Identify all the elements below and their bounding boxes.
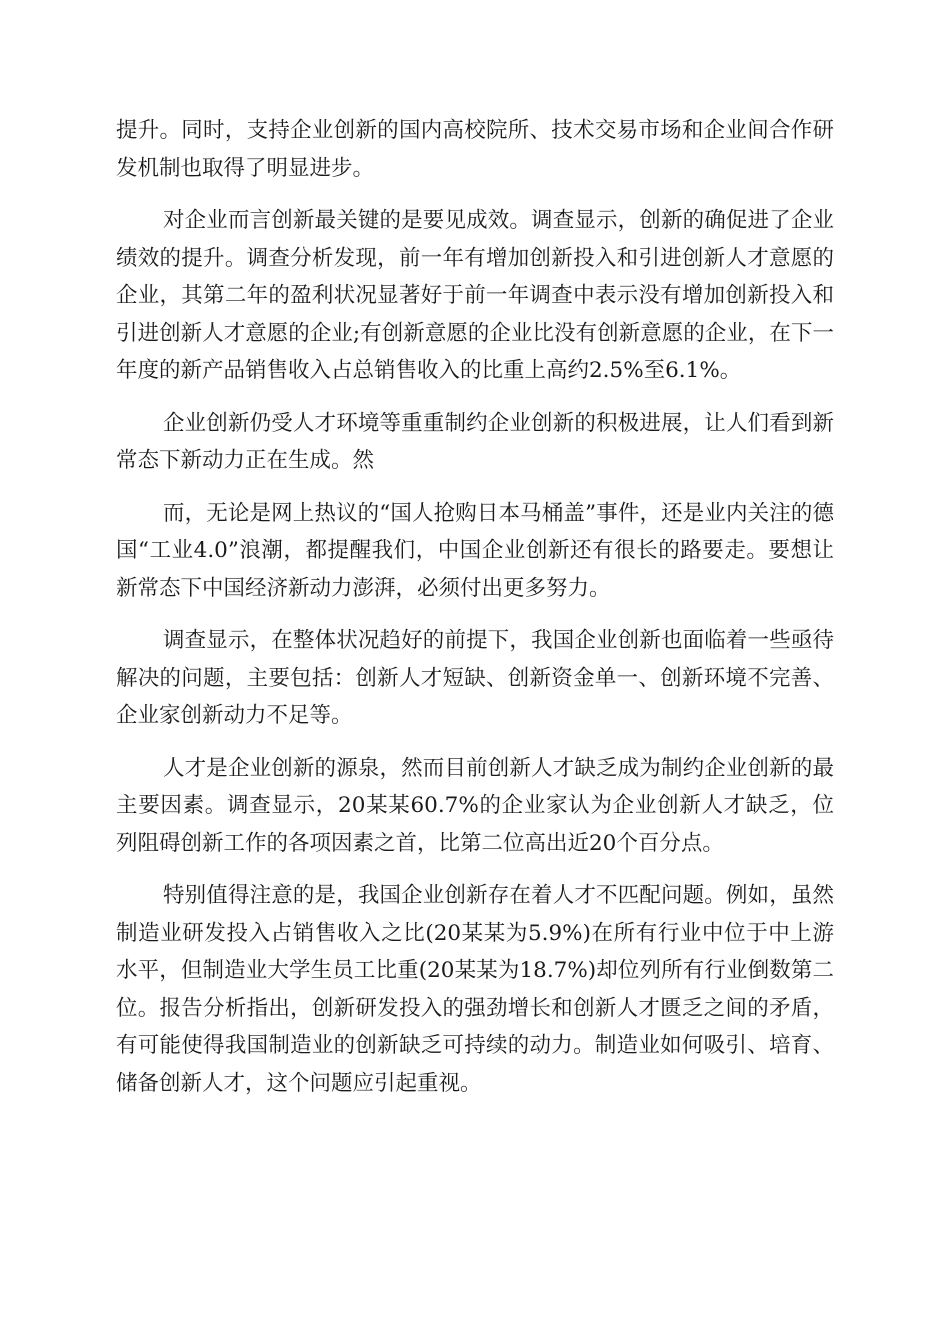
paragraph-long-road: 而，无论是网上热议的“国人抢购日本马桶盖”事件，还是业内关注的德国“工业4.0”浪潮，都提醒我们，中国企业创新还有很长的路要走。要想让新常态下中国经济新动力澎湃，必须付出更多努力。: [116, 500, 834, 601]
paragraph-talent-constraints: 企业创新仍受人才环境等重重制约企业创新的积极进展，让人们看到新常态下新动力正在生成。然: [116, 410, 834, 473]
paragraph-continuation: 提升。同时，支持企业创新的国内高校院所、技术交易市场和企业间合作研发机制也取得了明显进步。: [116, 118, 834, 181]
document-body: [116, 112, 834, 1117]
paragraph-talent-mismatch: 特别值得注意的是，我国企业创新存在着人才不匹配问题。例如，虽然制造业研发投入占销售收入之比(20某某为5.9%)在所有行业中位于中上游水平，但制造业大学生员工比重(20某某为18.7%)却位列所有行业倒数第二位。报告分析指出，创新研发投入的强劲增长和创新人才匮乏之间的矛盾，有可能使得我国制造业的创新缺乏可持续的动力。制造业如何吸引、培育、储备创新人才，这个问题应引起重视。: [116, 883, 834, 1096]
paragraph-problems: 调查显示，在整体状况趋好的前提下，我国企业创新也面临着一些亟待解决的问题，主要包括：创新人才短缺、创新资金单一、创新环境不完善、企业家创新动力不足等。: [116, 628, 834, 728]
paragraph-innovation-effect: 对企业而言创新最关键的是要见成效。调查显示，创新的确促进了企业绩效的提升。调查分析发现，前一年有增加创新投入和引进创新人才意愿的企业，其第二年的盈利状况显著好于前一年调查中表示没有增加创新投入和引进创新人才意愿的企业;有创新意愿的企业比没有创新意愿的企业，在下一年度的新产品销售收入占总销售收入的比重上高约2.5%至6.1%。: [116, 208, 834, 383]
paragraph-talent-source: 人才是企业创新的源泉，然而目前创新人才缺乏成为制约企业创新的最主要因素。调查显示，20某某60.7%的企业家认为企业创新人才缺乏，位列阻碍创新工作的各项因素之首，比第二位高出近20个百分点。: [116, 755, 834, 856]
